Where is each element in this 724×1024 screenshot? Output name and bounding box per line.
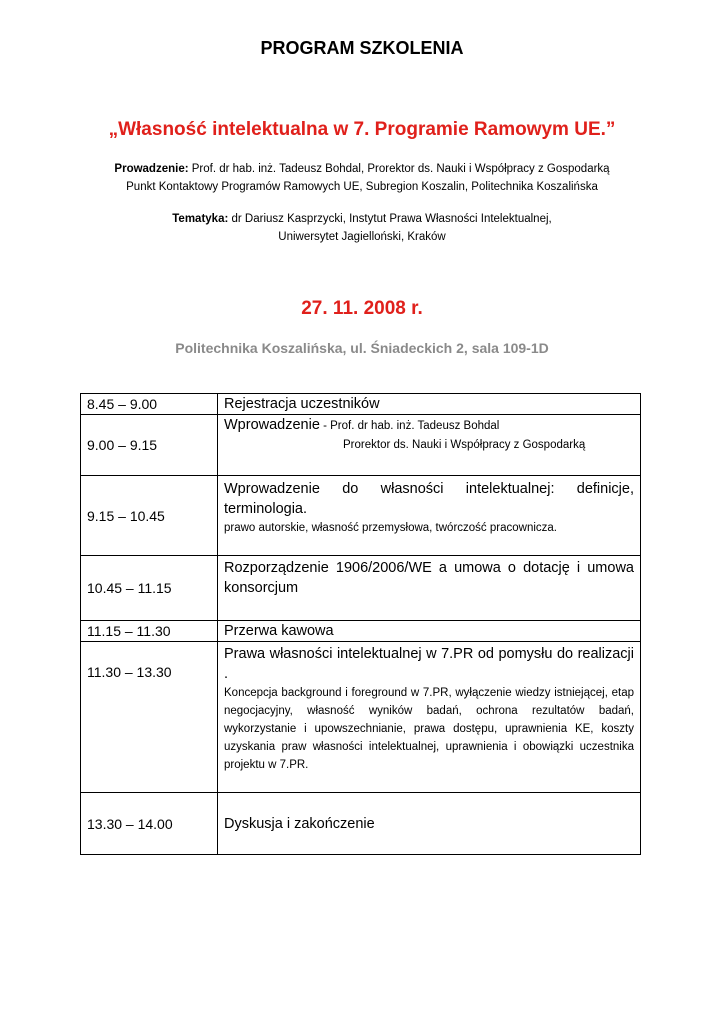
lead-label: Prowadzenie: xyxy=(114,163,189,175)
time-cell: 10.45 – 11.15 xyxy=(81,556,218,621)
lead-info xyxy=(0,160,724,196)
time-cell: 9.15 – 10.45 xyxy=(81,476,218,556)
agenda-item: Rozporządzenie 1906/2006/WE a umowa o dotację i umowa konsorcjum xyxy=(224,560,634,596)
time-cell: 11.30 – 13.30 xyxy=(81,642,218,793)
time-cell: 8.45 – 9.00 xyxy=(81,394,218,415)
schedule-table xyxy=(80,393,641,855)
table-row xyxy=(81,556,641,621)
agenda-item-speaker-role: Prorektor ds. Nauki i Współpracy z Gospodarką xyxy=(343,439,586,451)
agenda-item: Rejestracja uczestników xyxy=(224,396,380,412)
time-cell: 11.15 – 11.30 xyxy=(81,621,218,642)
topic-line-2: Uniwersytet Jagielloński, Kraków xyxy=(278,231,446,243)
agenda-cell xyxy=(218,793,641,855)
agenda-item: Prawa własności intelektualnej w 7.PR od pomysłu do realizacji . xyxy=(224,646,634,682)
agenda-item: Przerwa kawowa xyxy=(224,623,334,639)
agenda-item-title: Wprowadzenie xyxy=(224,417,320,433)
agenda-cell xyxy=(218,642,641,793)
table-row xyxy=(81,415,641,476)
agenda-cell xyxy=(218,415,641,476)
topic-label: Tematyka: xyxy=(172,213,229,225)
agenda-item-note: prawo autorskie, własność przemysłowa, twórczość pracownicza. xyxy=(224,522,557,534)
agenda-item-note: Koncepcja background i foreground w 7.PR, wyłączenie wiedzy istniejącej, etap negocjacyjny, własność wyników badań, ochrona rezultatów badań, wykorzystanie i upowszechnianie, prawa dostępu, uprawnienia KE, koszty uzyskania praw własności intelektualnej, uprawnienia i obowiązki uczestnika projektu w 7.PR. xyxy=(224,687,634,771)
training-subtitle: „Własność intelektualna w 7. Programie Ramowym UE.” xyxy=(108,119,616,140)
page-title: PROGRAM SZKOLENIA xyxy=(260,38,464,58)
table-row xyxy=(81,642,641,793)
table-row xyxy=(81,476,641,556)
event-venue: Politechnika Koszalińska, ul. Śniadeckich 2, sala 109-1D xyxy=(175,340,549,356)
agenda-cell xyxy=(218,556,641,621)
table-row xyxy=(81,621,641,642)
table-row xyxy=(81,793,641,855)
agenda-item: Wprowadzenie do własności intelektualnej: definicje, terminologia. xyxy=(224,481,634,517)
event-date: 27. 11. 2008 r. xyxy=(301,298,423,319)
agenda-item: Dyskusja i zakończenie xyxy=(224,815,375,832)
topic-info xyxy=(0,210,724,246)
agenda-item-speaker: - Prof. dr hab. inż. Tadeusz Bohdal xyxy=(319,420,500,432)
agenda-item xyxy=(224,415,634,436)
lead-line-2: Punkt Kontaktowy Programów Ramowych UE, Subregion Koszalin, Politechnika Koszalińska xyxy=(126,181,598,193)
topic-line-1: dr Dariusz Kasprzycki, Instytut Prawa Własności Intelektualnej, xyxy=(228,213,552,225)
time-cell: 9.00 – 9.15 xyxy=(81,415,218,476)
time-cell: 13.30 – 14.00 xyxy=(81,793,218,855)
agenda-cell xyxy=(218,476,641,556)
agenda-cell xyxy=(218,394,641,415)
agenda-cell xyxy=(218,621,641,642)
lead-line-1: Prof. dr hab. inż. Tadeusz Bohdal, Prorektor ds. Nauki i Współpracy z Gospodarką xyxy=(188,163,610,175)
table-row xyxy=(81,394,641,415)
